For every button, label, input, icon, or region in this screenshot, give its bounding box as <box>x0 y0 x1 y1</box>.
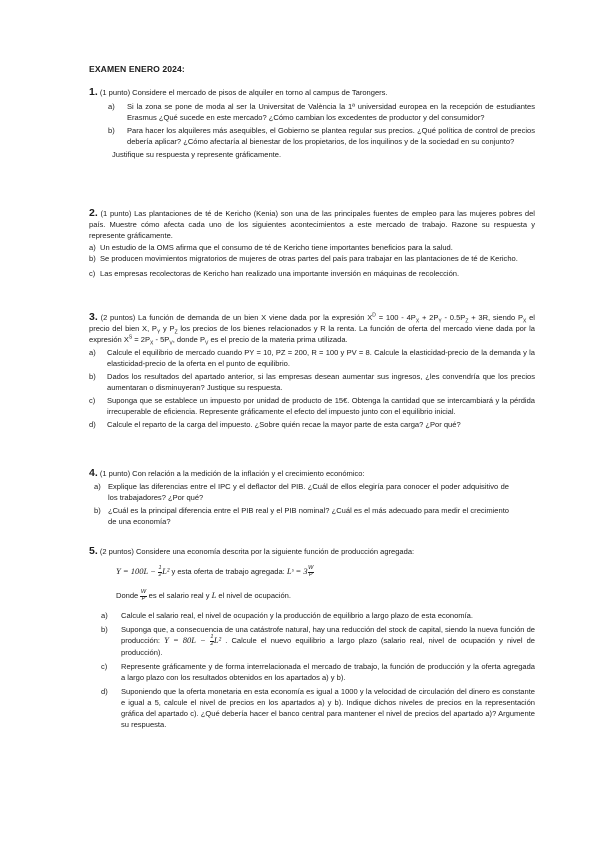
list-item: a) Calcule el equilibrio de mercado cuando PY = 10, PZ = 200, R = 100 y PV = 8. Calcule la elasticidad-precio de la demanda y la elasticidad-precio de la oferta en el punto de equilibrio. <box>89 348 535 368</box>
list-item: c) Suponga que se establece un impuesto por unidad de producto de 15€. Obtenga la cantidad que se intercambiará y la pérdida irrecuperable de eficiencia. Represente gráficamente el efecto del impuesto junto con el equilibrio inicial. <box>89 396 535 416</box>
list-item: b) ¿Cuál es la principal diferencia entre el PIB real y el PIB nominal? ¿Cuál es el más adecuado para medir el crecimiento de una economía? <box>94 506 509 526</box>
question-number: 2. <box>89 207 98 219</box>
list-item: a) Si la zona se pone de moda al ser la Universitat de València la 1ª universidad europea en la recepción de estudiantes Erasmus ¿Qué sucede en este mercado? ¿Cómo cambian los excedentes de productor y del consumidor? <box>108 102 535 122</box>
question-intro: (1 punto) Con relación a la medición de la inflación y el crecimiento económico: <box>99 469 365 478</box>
list-item: b) Suponga que, a consecuencia de una catástrofe natural, hay una reducción del stock de capital, siendo la nueva función de producción: Y = 80L − $\frac{1}{2}$ L² . Calcule el nuevo equilibrio a largo plazo (salario real, nivel de ocupación y nivel de producción). <box>101 625 535 657</box>
list-item: a) Calcule el salario real, el nivel de ocupación y la producción de equilibrio a largo plazo de esta economía. <box>101 611 473 620</box>
question-2 <box>89 208 535 279</box>
list-item: b) Para hacer los alquileres más asequibles, el Gobierno se plantea regular sus precios. ¿Qué política de control de precios debería aplicar? ¿Cómo afectaría al bienestar de los propietarios, de los inquilinos y de la sociedad en su conjunto? <box>108 126 535 146</box>
production-function: Y = 100L − $\frac{1}{2}$ L² y esta oferta de trabajo agregada: Lˢ = 3 $\frac{W}{P}$ <box>116 565 314 578</box>
list-item: b) Se producen movimientos migratorios de mujeres de otras partes del país para trabajar en las plantaciones de té de Kericho. <box>89 254 518 263</box>
question-number: 4. <box>89 467 98 479</box>
list-item: d) Calcule el reparto de la carga del impuesto. ¿Sobre quién recae la mayor parte de esta carga? ¿Por qué? <box>89 420 461 429</box>
question-5 <box>89 546 535 730</box>
list-item: c) Las empresas recolectoras de Kericho han realizado una importante inversión en máquinas de recolección. <box>89 269 460 278</box>
question-number: 3. <box>89 311 98 323</box>
question-intro: (1 punto) Considere el mercado de pisos de alquiler en torno al campus de Tarongers. <box>99 88 388 97</box>
question-number: 5. <box>89 545 98 557</box>
question-3: 3. (2 puntos) La función de demanda de un bien X viene dada por la expresión $X^D = 100 - 4P_X + 2P_Y - 0.5P_Z + 3R$, siendo $P_X$ el precio del bien X, $P_Y$ y $P_Z$ los precios de los bienes relacionados y R la renta. La función de oferta del mercado viene dada por la expresión $X^S = 2P_X - 5P_V$, donde $P_V$ es el precio de la materia prima utilizada. a) Calcule el equilibrio de mercado cuando PY = 10, PZ = 200, R = 100 y PV = 8. Calcule la elasticidad-precio de la demanda y la elasticidad-precio de la oferta en el punto de equilibrio. b) Dados los resultados del apartado anterior, si las empresas desean aumentar sus ingresos, ¿les convendría que los precios aumentaran o disminuyeran? Justique su respuesta. c) Suponga que se establece un impuesto por unidad de producto de 15€. Obtenga la cantidad que se intercambiará y la pérdida irrecuperable de eficiencia. Represente gráficamente el efecto del impuesto junto con el equilibrio inicial. d) Calcule el reparto de la carga del impuesto. ¿Sobre quién recae la mayor parte de esta carga? ¿Por qué? <box>89 311 535 429</box>
question-intro: (1 punto) Las plantaciones de té de Kericho (Kenia) son una de las principales fuentes de empleo para las mujeres pobres del país. Muestre cómo afecta cada uno de los siguientes acontecimientos a este mercado de trabajo. Razone su respuesta y represente gráficamente. <box>89 209 535 240</box>
question-1 <box>89 87 535 160</box>
list-item: d) Suponiendo que la oferta monetaria en esta economía es igual a 1000 y la velocidad de circulación del dinero es constante e igual a 5, calcule el nivel de precios en los apartados a) y b). Indique dichos niveles de precios en la representación gráfica del apartado c). ¿Qué debería hacer el banco central para mantener el nivel de precios del apartado a)? Argumente su respuesta. <box>101 687 535 729</box>
question-intro: (2 puntos) Considere una economía descrita por la siguiente función de producción agregada: <box>99 547 415 556</box>
list-item: c) Represente gráficamente y de forma interrelacionada el mercado de trabajo, la función de producción y la oferta agregada a largo plazo con los resultados obtenidos en los apartados a) y b). <box>101 662 535 682</box>
question-4 <box>89 468 535 527</box>
list-item: b) Dados los resultados del apartado anterior, si las empresas desean aumentar sus ingresos, ¿les convendría que los precios aumentaran o disminuyeran? Justique su respuesta. <box>89 372 535 392</box>
variable-definition: Donde $\frac{W}{P}$ es el salario real y L el nivel de ocupación. <box>116 589 291 602</box>
list-item: a) Explique las diferencias entre el IPC y el deflactor del PIB. ¿Cuál de ellos elegiría para conocer el poder adquisitivo de los trabajadores? ¿Por qué? <box>94 482 509 502</box>
question-closing: Justifique su respuesta y represente gráficamente. <box>112 150 282 159</box>
exam-title: EXAMEN ENERO 2024: <box>89 64 185 74</box>
question-number: 1. <box>89 86 98 98</box>
list-item: a) Un estudio de la OMS afirma que el consumo de té de Kericho tiene importantes beneficios para la salud. <box>89 243 453 252</box>
